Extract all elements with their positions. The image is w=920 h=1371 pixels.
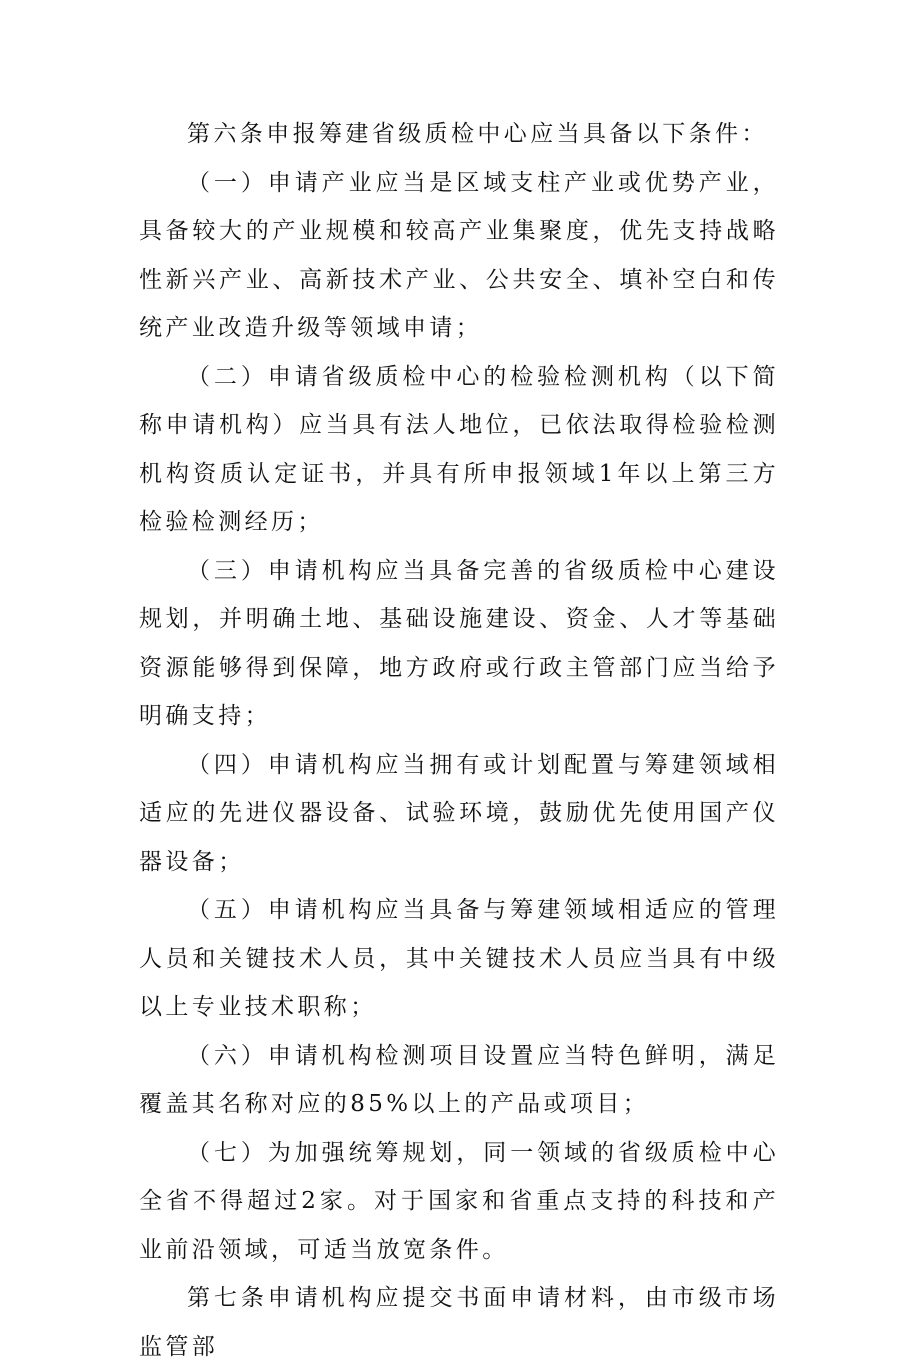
condition-1: （一）申请产业应当是区域支柱产业或优势产业，具备较大的产业规模和较高产业集聚度，优先支持战略性新兴产业、高新技术产业、公共安全、填补空白和传统产业改造升级等领域申请； <box>139 169 779 341</box>
document-body <box>139 110 779 1371</box>
condition-5: （五）申请机构应当具备与筹建领域相适应的管理人员和关键技术人员，其中关键技术人员应当具有中级以上专业技术职称； <box>139 897 779 1020</box>
condition-3: （三）申请机构应当具备完善的省级质检中心建设规划，并明确土地、基础设施建设、资金、人才等基础资源能够得到保障，地方政府或行政主管部门应当给予明确支持； <box>139 557 779 729</box>
condition-2: （二）申请省级质检中心的检验检测机构（以下简称申请机构）应当具有法人地位，已依法取得检验检测机构资质认定证书，并具有所申报领域1年以上第三方检验检测经历； <box>139 363 779 535</box>
article-7-heading: 第七条申请机构应提交书面申请材料，由市级市场监管部 <box>139 1285 779 1360</box>
article-6-heading: 第六条申报筹建省级质检中心应当具备以下条件： <box>187 121 768 147</box>
condition-6: （六）申请机构检测项目设置应当特色鲜明，满足覆盖其名称对应的85%以上的产品或项目； <box>139 1042 779 1117</box>
condition-4: （四）申请机构应当拥有或计划配置与筹建领域相适应的先进仪器设备、试验环境，鼓励优先使用国产仪器设备； <box>139 751 779 875</box>
condition-7: （七）为加强统筹规划，同一领域的省级质检中心全省不得超过2家。对于国家和省重点支持的科技和产业前沿领域，可适当放宽条件。 <box>139 1139 779 1263</box>
